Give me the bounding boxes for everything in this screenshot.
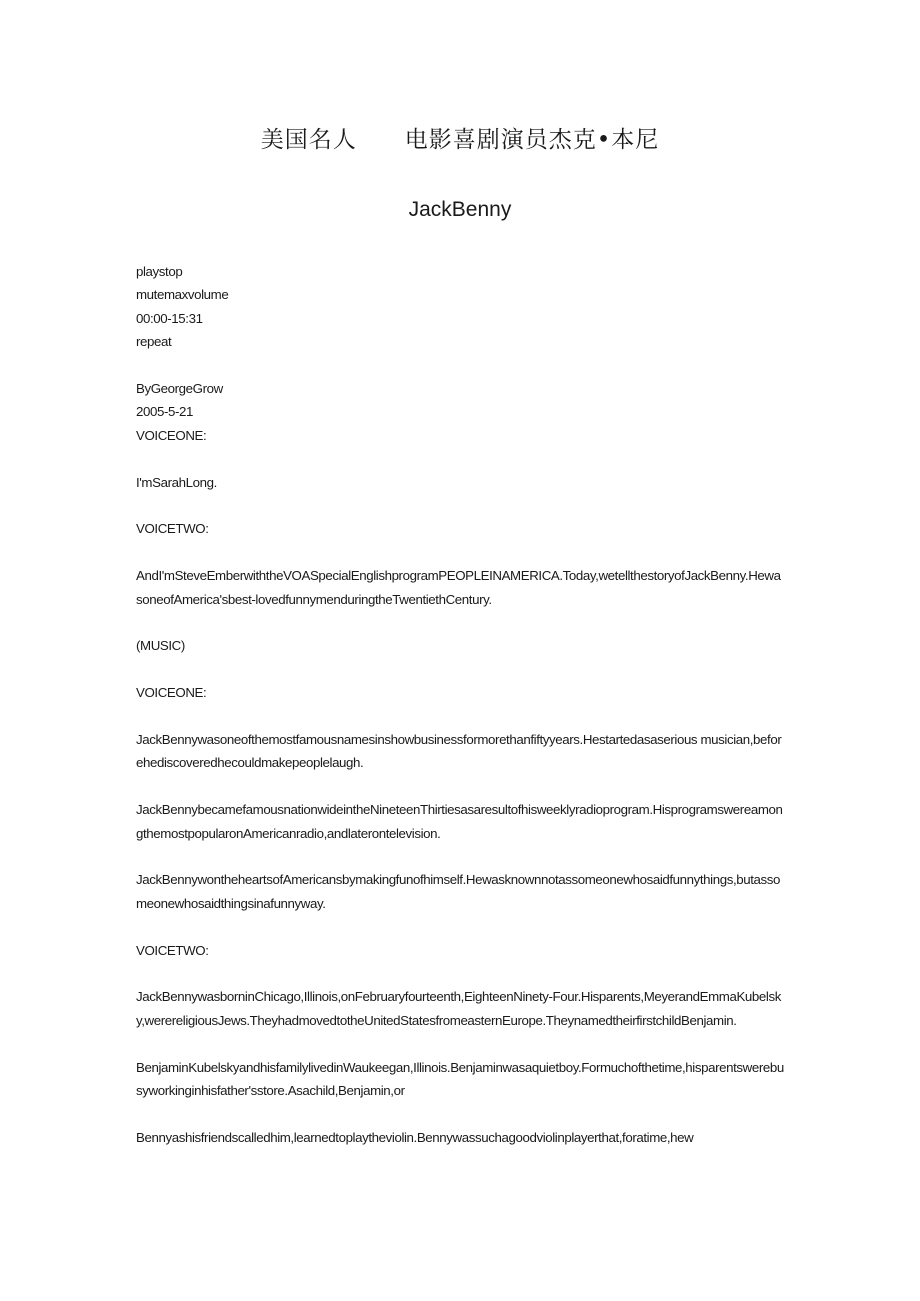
paragraph: AndI'mSteveEmberwiththeVOASpecialEnglishprogramPEOPLEINAMERICA.Today,wetellthestoryofJackBenny.HewasoneofAmerica'sbest-lovedfunnymenduringtheTwentiethCentury. <box>136 568 781 607</box>
paragraph: JackBennywasoneofthemostfamousnamesinshowbusinessformorethanfiftyyears.Hestartedasaserious musician,beforehediscoveredhecouldmakepeoplelaugh. <box>136 732 782 771</box>
paragraph: I'mSarahLong. <box>136 474 217 490</box>
player-controls-text: playstop <box>136 264 183 279</box>
player-volume-text: mutemaxvolume <box>136 287 229 303</box>
page-subtitle: JackBenny <box>408 198 512 221</box>
paragraph: Bennyashisfriendscalledhim,learnedtoplaytheviolin.Bennywassuchagoodviolinplayerthat,foratime,hew <box>136 1129 694 1145</box>
paragraph: BenjaminKubelskyandhisfamilylivedinWaukeegan,Illinois.Benjaminwasaquietboy.Formuchofthetime,hisparentswerebusyworkinginhisfather'sstore.Asachild,Benjamin,or <box>136 1059 784 1099</box>
speaker-label: VOICETWO: <box>136 942 209 958</box>
paragraph: (MUSIC) <box>136 638 185 654</box>
document-body <box>136 260 786 1149</box>
paragraph: JackBennywasborninChicago,Illinois,onFebruaryfourteenth,EighteenNinety-Four.Hisparents,MeyerandEmmaKubelsky,werereligiousJews.TheyhadmovedtotheUnitedStatesfromeasternEurope.TheynamedtheirfirstchildBenjamin. <box>136 989 781 1028</box>
date: 2005-5-21 <box>136 404 194 420</box>
speaker-label: VOICEONE: <box>136 427 207 443</box>
player-time-text: 00:00-15:31 <box>136 310 203 326</box>
player-repeat-text: repeat <box>136 334 172 350</box>
page-title: 美国名人 电影喜剧演员杰克•本尼 <box>260 127 660 153</box>
speaker-label: VOICEONE: <box>136 685 207 701</box>
speaker-label: VOICETWO: <box>136 521 209 537</box>
byline: ByGeorgeGrow <box>136 381 223 397</box>
paragraph: JackBennybecamefamousnationwideintheNineteenThirtiesasaresultofhisweeklyradioprogram.HisprogramswereamongthemostpopularonAmericanradio,andlaterontelevision. <box>136 802 783 841</box>
paragraph: JackBennywontheheartsofAmericansbymakingfunofhimself.Hewasknownnotassomeonewhosaidfunnythings,butassomeonewhosaidthingsinafunnyway. <box>136 872 781 911</box>
